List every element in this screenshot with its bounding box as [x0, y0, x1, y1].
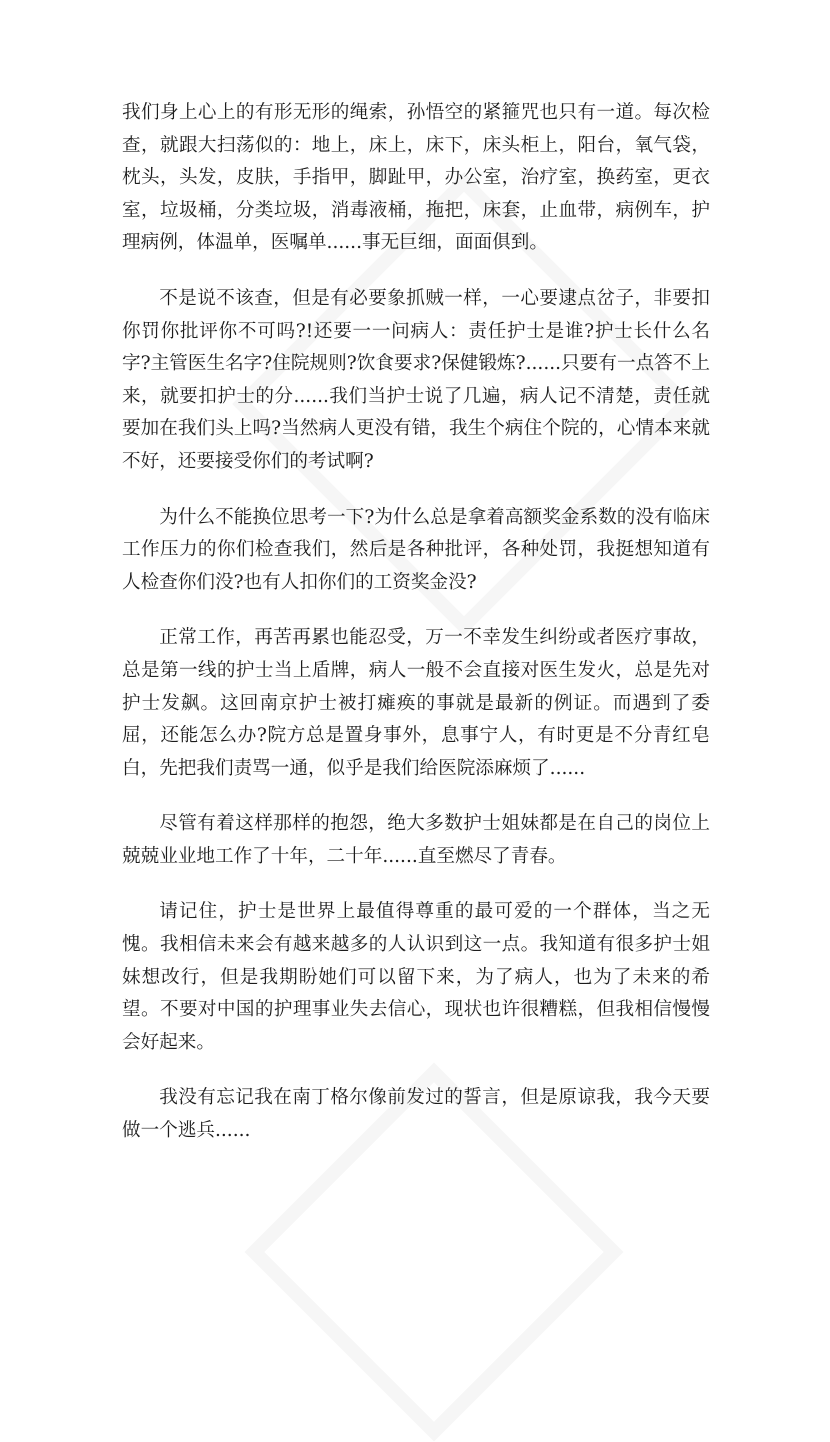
paragraph-7: 我没有忘记我在南丁格尔像前发过的誓言，但是原谅我，我今天要做一个逃兵...... — [122, 1087, 710, 1142]
paragraph-1: 我们身上心上的有形无形的绳索，孙悟空的紧箍咒也只有一道。每次检查，就跟大扫荡似的：地上，床上，床下，床头柜上，阳台，氧气袋，枕头，头发，皮肤，手指甲，脚趾甲，办公室，治疗室，换药室，更衣室，垃圾桶，分类垃圾，消毒液桶，拖把，床套，止血带，病例车，护理病例，体温单，医嘱单......事无巨细，面面俱到。 — [122, 102, 710, 254]
paragraph-2: 不是说不该查，但是有必要象抓贼一样，一心要逮点岔子，非要扣你罚你批评你不可吗?!还要一一问病人：责任护士是谁?护士长什么名字?主管医生名字?住院规则?饮食要求?保健锻炼?......只要有一点答不上来，就要扣护士的分......我们当护士说了几遍，病人记不清楚，责任就要加在我们头上吗?当然病人更没有错，我生个病住个院的，心情本来就不好，还要接受你们的考试啊? — [122, 287, 710, 472]
paragraph-4: 正常工作，再苦再累也能忍受，万一不幸发生纠纷或者医疗事故，总是第一线的护士当上盾牌，病人一般不会直接对医生发火，总是先对护士发飙。这回南京护士被打瘫痪的事就是最新的例证。而遇到了委屈，还能怎么办?院方总是置身事外，息事宁人，有时更是不分青红皂白，先把我们责骂一通，似乎是我们给医院添麻烦了...... — [122, 627, 710, 779]
paragraph-5: 尽管有着这样那样的抱怨，绝大多数护士姐妹都是在自己的岗位上兢兢业业地工作了十年，二十年......直至燃尽了青春。 — [122, 813, 710, 867]
paragraph-6: 请记住，护士是世界上最值得尊重的最可爱的一个群体，当之无愧。我相信未来会有越来越多的人认识到这一点。我知道有很多护士姐妹想改行，但是我期盼她们可以留下来，为了病人，也为了未来的希望。不要对中国的护理事业失去信心，现状也许很糟糕，但我相信慢慢会好起来。 — [122, 901, 710, 1053]
paragraph-3: 为什么不能换位思考一下?为什么总是拿着高额奖金系数的没有临床工作压力的你们检查我们，然后是各种批评，各种处罚，我挺想知道有人检查你们没?也有人扣你们的工资奖金没? — [122, 506, 710, 593]
document-body — [122, 97, 710, 1171]
